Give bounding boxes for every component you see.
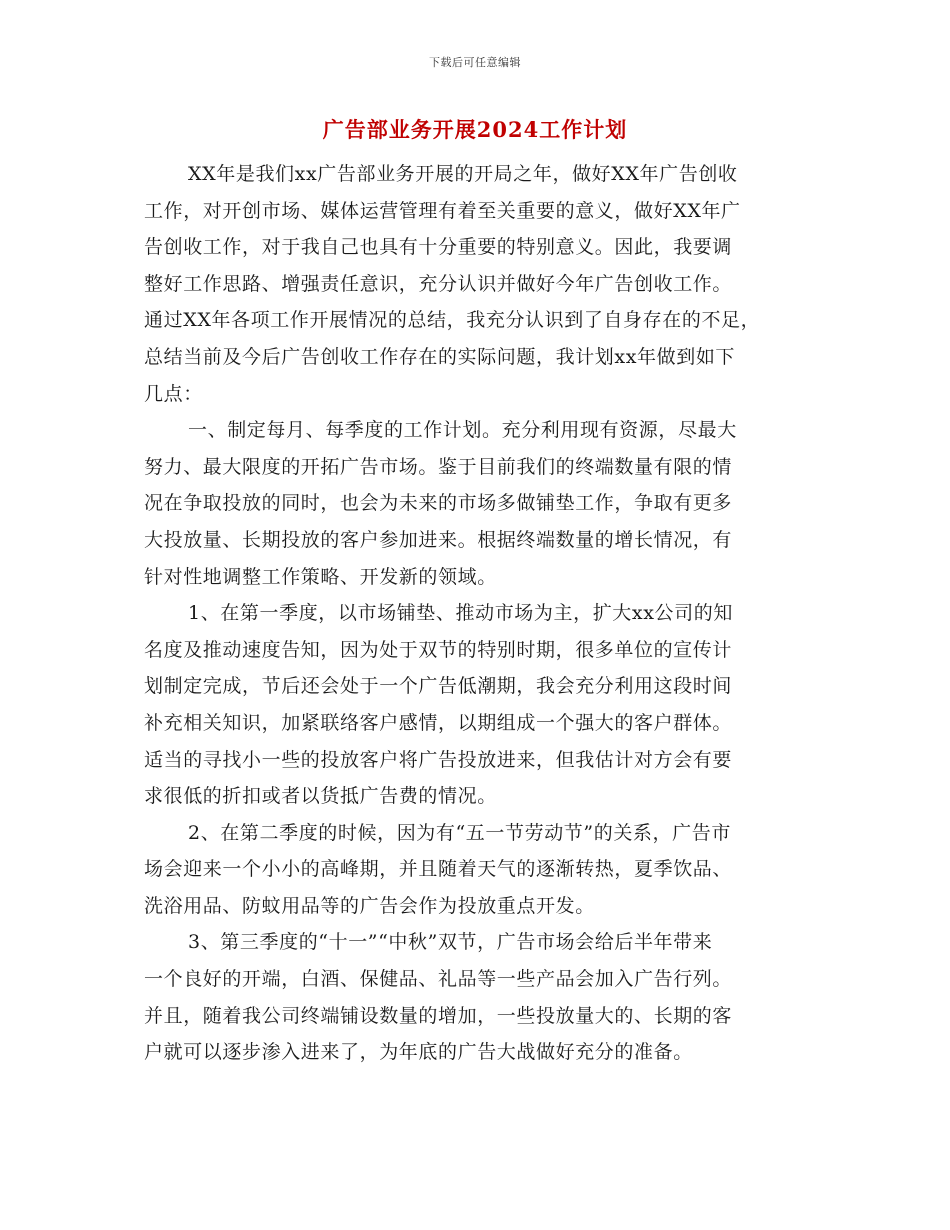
text-line: XX年是我们xx广告部业务开展的开局之年，做好XX年广告创收: [188, 163, 738, 185]
document-body: [144, 156, 808, 1071]
text-line: 名度及推动速度告知，因为处于双节的特别时期，很多单位的宣传计: [144, 638, 733, 661]
text-line: 洗浴用品、防蚊用品等的广告会作为投放重点开发。: [144, 894, 595, 917]
text-line: 适当的寻找小一些的投放客户将广告投放进来，但我估计对方会有要: [144, 748, 733, 771]
text-line: 一个良好的开端，白酒、保健品、礼品等一些产品会加入广告行列。: [144, 968, 733, 991]
text-line: 1、在第一季度，以市场铺垫、推动市场为主，扩大xx公司的知: [188, 602, 733, 625]
text-line: 告创收工作，对于我自己也具有十分重要的特别意义。因此，我要调: [144, 236, 733, 259]
text-line: 几点：: [144, 382, 203, 405]
text-line: 总结当前及今后广告创收工作存在的实际问题，我计划xx年做到如下: [144, 345, 736, 368]
text-line: 补充相关知识，加紧联络客户感情，以期组成一个强大的客户群体。: [144, 711, 733, 734]
text-line: 况在争取投放的同时，也会为未来的市场多做铺垫工作，争取有更多: [144, 492, 733, 515]
text-line: 通过XX年各项工作开展情况的总结，我充分认识到了自身存在的不足，: [144, 309, 761, 332]
text-line: 户就可以逐步渗入进来了，为年底的广告大战做好充分的准备。: [144, 1041, 693, 1064]
text-line: 3、第三季度的“十一”“中秋”双节，广告市场会给后半年带来: [188, 931, 713, 954]
text-line: 求很低的折扣或者以货抵广告费的情况。: [144, 785, 497, 808]
text-line: 针对性地调整工作策略、开发新的领域。: [144, 565, 497, 588]
text-line: 工作，对开创市场、媒体运营管理有着至关重要的意义，做好XX年广: [144, 199, 741, 222]
text-line: 2、在第二季度的时候，因为有“五一节劳动节”的关系，广告市: [188, 821, 731, 844]
header-note: 下载后可任意编辑: [429, 56, 521, 69]
text-line: 划制定完成，节后还会处于一个广告低潮期，我会充分利用这段时间: [144, 675, 733, 698]
text-line: 场会迎来一个小小的高峰期，并且随着天气的逐渐转热，夏季饮品、: [144, 858, 733, 881]
text-line: 努力、最大限度的开拓广告市场。鉴于目前我们的终端数量有限的情: [144, 455, 733, 478]
text-line: 整好工作思路、增强责任意识，充分认识并做好今年广告创收工作。: [144, 272, 733, 295]
document-title: 广告部业务开展2024工作计划: [322, 117, 628, 142]
text-line: 并且，随着我公司终端铺设数量的增加，一些投放量大的、长期的客: [144, 1004, 733, 1027]
text-line: 大投放量、长期投放的客户参加进来。根据终端数量的增长情况，有: [144, 528, 733, 551]
text-line: 一、制定每月、每季度的工作计划。充分利用现有资源，尽最大: [188, 419, 737, 442]
